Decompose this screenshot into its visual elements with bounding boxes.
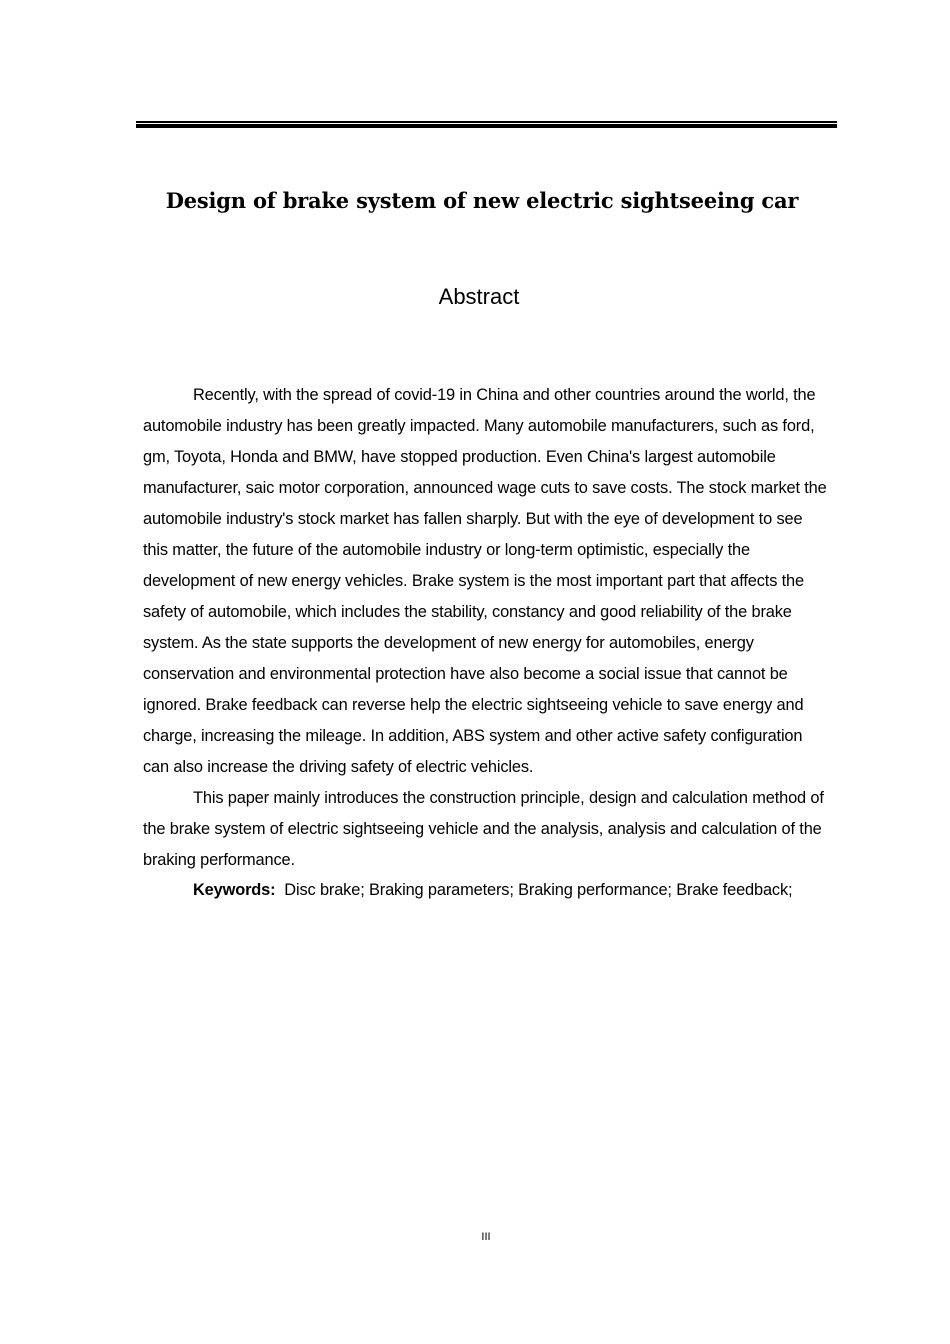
header-double-rule [136, 121, 837, 128]
page-number: III [481, 1231, 491, 1243]
keywords-text: Disc brake; Braking parameters; Braking performance; Brake feedback; [284, 881, 793, 899]
abstract-paragraph-1: Recently, with the spread of covid-19 in China and other countries around the world, the automobile industry has been greatly impacted. Many automobile manufacturers, such as ford, gm, Toyota, Honda and BMW, have stopped production. Even China's largest automobile manufacturer, saic motor corporation, announced wage cuts to save costs. The stock market the automobile industry's stock market has fallen sharply. But with the eye of development to see this matter, the future of the automobile industry or long-term optimistic, especially the development of new energy vehicles. Brake system is the most important part that affects the safety of automobile, which includes the stability, constancy and good reliability of the brake system. As the state supports the development of new energy for automobiles, energy conservation and environmental protection have also become a social issue that cannot be ignored. Brake feedback can reverse help the electric sightseeing vehicle to save energy and charge, increasing the mileage. In addition, ABS system and other active safety configuration can also increase the driving safety of electric vehicles. [143, 386, 827, 776]
keywords-paragraph [143, 875, 831, 906]
abstract-paragraph-2: This paper mainly introduces the construction principle, design and calculation method of the brake system of electric sightseeing vehicle and the analysis, analysis and calculation of the braking performance. [143, 789, 824, 869]
paper-title: Design of brake system of new electric sightseeing car [165, 188, 799, 213]
abstract-heading: Abstract [438, 284, 520, 309]
abstract-body [143, 380, 831, 906]
keywords-label: Keywords: [193, 881, 276, 899]
